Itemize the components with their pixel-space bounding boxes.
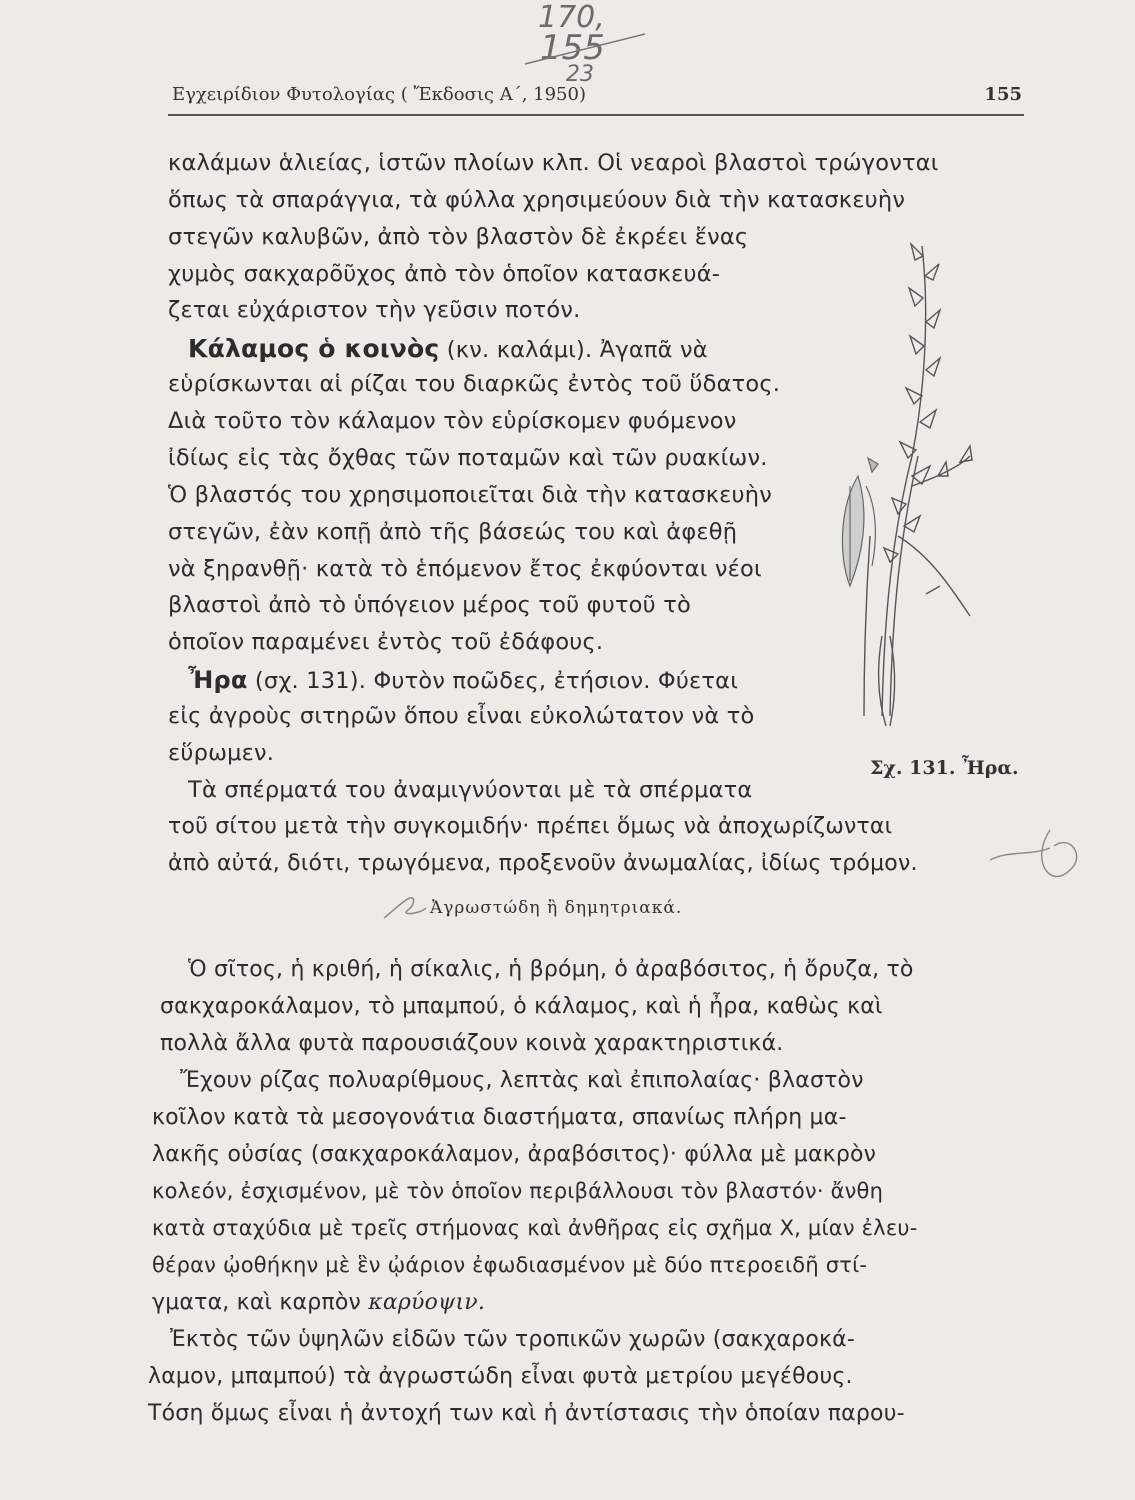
text-line: Ὁ σῖτος, ἡ κριθή, ἡ σίκαλις, ἡ βρόμη, ὁ ἀραβόσιτος, ἡ ὄρυζα, τὸ: [188, 957, 914, 982]
pencil-mark-icon: [380, 888, 430, 928]
header-rule: [168, 114, 1024, 116]
text-line: λαμον, μπαμπού) τὰ ἀγρωστώδη εἶναι φυτὰ μετρίου μεγέθους.: [148, 1364, 853, 1389]
text-line: ἰδίως εἰς τὰς ὄχθας τῶν ποταμῶν καὶ τῶν ρυακίων.: [168, 445, 768, 471]
text-line: ὁποῖον παραμένει ἐντὸς τοῦ ἐδάφους.: [168, 629, 604, 655]
text-line-karyopsis: [152, 1290, 485, 1315]
text-line: Τὰ σπέρματά του ἀναμιγνύονται μὲ τὰ σπέρματα: [188, 777, 753, 803]
term-karyopsis: καρύοψιν.: [368, 1290, 486, 1315]
section-heading: Ἀγρωστώδη ἢ δημητριακά.: [430, 898, 683, 918]
pencil-stroke-icon: [520, 30, 650, 70]
text-line: χυμὸς σακχαρο̃ῦχος ἀπὸ τὸν ὁποῖον κατασκευά-: [168, 261, 721, 287]
text-line: κολεόν, ἐσχισμένον, μὲ τὸν ὁποῖον περιβάλλουσι τὸν βλαστόν· ἄνθη: [152, 1179, 884, 1203]
text-line: Ὁ βλαστός του χρησιμοποιεῖται διὰ τὴν κατασκευὴν: [168, 482, 772, 508]
handwritten-note-bottom: 23: [566, 62, 594, 87]
text-line: πολλὰ ἄλλα φυτὰ παρουσιάζουν κοινὰ χαρακτηριστικά.: [160, 1031, 784, 1056]
text-line: εὑρίσκωνται αἱ ρίζαι του διαρκῶς ἐντὸς τοῦ ὕδατος.: [168, 371, 781, 397]
text-line: σακχαροκάλαμον, τὸ μπαμπού, ὁ κάλαμος, καὶ ἡ ἦρα, καθὼς καὶ: [160, 994, 883, 1019]
text-line: εὕρωμεν.: [168, 740, 275, 766]
text-line: νὰ ξηρανθῇ· κατὰ τὸ ἑπόμενον ἔτος ἐκφύονται νέοι: [168, 556, 762, 582]
spikelet-detail: [842, 458, 878, 586]
pencil-squiggle-icon: [990, 820, 1090, 900]
text-line: καλάμων ἁλιείας, ἱστῶν πλοίων κλπ. Οἱ νεαροὶ βλαστοὶ τρώγονται: [168, 150, 939, 176]
text-line: κοῖλον κατὰ τὰ μεσογονάτια διαστήματα, σπανίως πλήρη μα-: [152, 1105, 847, 1130]
text-fragment: (σχ. 131). Φυτὸν ποῶδες, ἐτήσιον. Φύεται: [254, 668, 739, 694]
text-line: Διὰ τοῦτο τὸν κάλαμον τὸν εὑρίσκομεν φυόμενον: [168, 408, 737, 434]
text-line: Ἐκτὸς τῶν ὑψηλῶν εἰδῶν τῶν τροπικῶν χωρῶν (σακχαροκά-: [170, 1327, 855, 1352]
grass-plant-illustration: [820, 236, 1020, 736]
text-line: ἀπὸ αὐτά, διότι, τρωγόμενα, προξενοῦν ἀνωμαλίας, ἰδίως τρόμον.: [168, 851, 918, 876]
text-line: στεγῶν καλυβῶν, ἀπὸ τὸν βλαστὸν δὲ ἐκρέει ἕνας: [168, 224, 749, 250]
text-line: τοῦ σίτου μετὰ τὴν συγκομιδήν· πρέπει ὅμως νὰ ἀποχωρίζωνται: [168, 814, 893, 839]
page-number: 155: [984, 84, 1022, 105]
text-line: βλαστοὶ ἀπὸ τὸ ὑπόγειον μέρος τοῦ φυτοῦ τὸ: [168, 592, 691, 618]
text-line-kalamos: [188, 334, 708, 363]
running-header: [172, 84, 1022, 114]
figure-caption: Σχ. 131. Ἦρα.: [870, 757, 1019, 779]
text-line: ζεται εὐχάριστον τὴν γεῦσιν ποτόν.: [168, 297, 581, 323]
text-line: στεγῶν, ἐὰν κοπῇ ἀπὸ τῆς βάσεώς του καὶ ἀφεθῇ: [168, 519, 738, 545]
handwritten-note-middle: 155: [540, 28, 605, 68]
text-line: κατὰ σταχύδια μὲ τρεῖς στήμονας καὶ ἀνθῆρας εἰς σχῆμα Χ, μίαν ἐλευ-: [152, 1216, 918, 1240]
text-line-ira: [188, 666, 738, 694]
text-fragment: (κν. καλάμι). Ἀγαπᾶ νὰ: [446, 337, 708, 363]
text-line: Ἔχουν ρίζας πολυαρίθμους, λεπτὰς καὶ ἐπιπολαίας· βλαστὸν: [180, 1068, 864, 1093]
text-line: λακῆς οὐσίας (σακχαροκάλαμον, ἀραβόσιτος)· φύλλα μὲ μακρὸν: [152, 1142, 877, 1167]
text-fragment: γματα, καὶ καρπὸν: [152, 1290, 361, 1315]
text-line: Τόση ὅμως εἶναι ἡ ἀντοχή των καὶ ἡ ἀντίστασις τὴν ὁποίαν παρου-: [148, 1401, 905, 1426]
text-line: θέραν ᾠοθήκην μὲ ἓν ᾠάριον ἐφωδιασμένον μὲ δύο πτεροειδῆ στί-: [152, 1253, 868, 1277]
handwritten-note-top: 170,: [538, 0, 605, 35]
header-title: Εγχειρίδιον Φυτολογίας ( Ἔκδοσις Α΄, 1950): [172, 84, 586, 105]
text-line: ὅπως τὰ σπαράγγια, τὰ φύλλα χρησιμεύουν διὰ τὴν κατασκευὴν: [168, 187, 906, 213]
term-ira: Ἦρα: [188, 666, 248, 694]
text-line: εἰς ἀγροὺς σιτηρῶν ὅπου εἶναι εὐκολώτατον νὰ τὸ: [168, 703, 755, 729]
term-kalamos: Κάλαμος ὁ κοινὸς: [188, 334, 440, 363]
